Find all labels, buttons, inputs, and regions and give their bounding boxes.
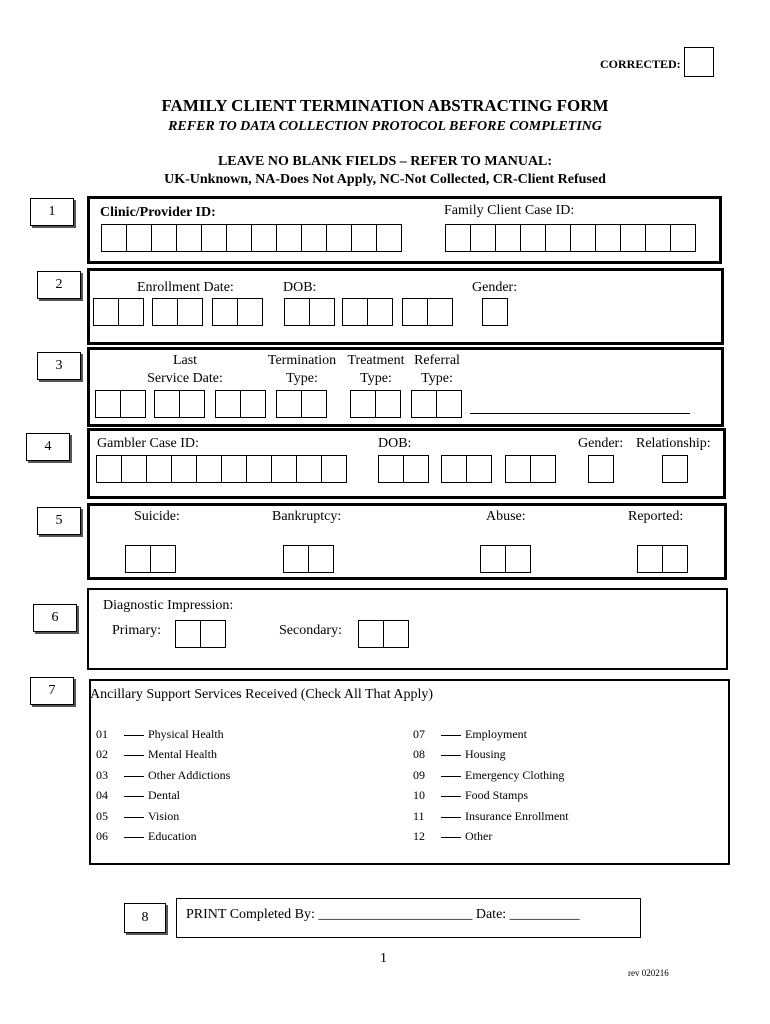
gambler-case-id-label: Gambler Case ID:: [97, 436, 199, 451]
service-label: Mental Health: [148, 747, 217, 762]
service-code: 03: [96, 767, 108, 782]
date-cell[interactable]: [402, 298, 428, 326]
answer-cell[interactable]: [125, 545, 151, 573]
date-cell[interactable]: [120, 390, 146, 418]
service-label: Education: [148, 829, 197, 843]
instruction-line-1: LEAVE NO BLANK FIELDS – REFER TO MANUAL:: [217, 154, 553, 169]
bankruptcy-label: Bankruptcy:: [272, 509, 342, 524]
id-cell[interactable]: [570, 224, 596, 252]
dob-month-cells[interactable]: [284, 298, 334, 326]
type-cell[interactable]: [436, 390, 462, 418]
service-check-blank[interactable]: [441, 755, 461, 756]
referral-type-label: Type:: [421, 371, 453, 386]
enrollment-month-cells[interactable]: [93, 298, 143, 326]
service-code: 07: [413, 727, 425, 741]
id-cell[interactable]: [276, 224, 302, 252]
id-cell[interactable]: [101, 224, 127, 252]
id-cell[interactable]: [495, 224, 521, 252]
diagnosis-cell[interactable]: [358, 620, 384, 648]
id-cell[interactable]: [176, 224, 202, 252]
service-label: Insurance Enrollment: [465, 808, 569, 823]
answer-cell[interactable]: [150, 545, 176, 573]
gambler-gender-cell[interactable]: [588, 455, 613, 483]
section-number-4: 4: [26, 433, 70, 461]
date-cell[interactable]: [152, 298, 178, 326]
section-number-6: 6: [33, 604, 77, 632]
revision-label: rev 020216: [628, 968, 669, 978]
suicide-label: Suicide:: [134, 509, 180, 524]
id-cell[interactable]: [670, 224, 696, 252]
date-cell[interactable]: [95, 390, 121, 418]
id-cell[interactable]: [301, 224, 327, 252]
termination-type-label: Type:: [286, 371, 318, 386]
treatment-type-cells[interactable]: [350, 390, 400, 418]
service-label: Vision: [148, 808, 180, 823]
service-code: 12: [413, 829, 425, 843]
service-item[interactable]: [124, 829, 197, 844]
diagnosis-cell[interactable]: [200, 620, 226, 648]
answer-cell[interactable]: [283, 545, 309, 573]
answer-cell[interactable]: [480, 545, 506, 573]
print-completed-by-label[interactable]: PRINT Completed By: ______________________ Date: __________: [186, 907, 580, 922]
service-code: 04: [96, 788, 108, 803]
service-item[interactable]: [441, 727, 527, 742]
date-cell[interactable]: [240, 390, 266, 418]
primary-cells[interactable]: [175, 620, 225, 648]
date-cell[interactable]: [154, 390, 180, 418]
id-cell[interactable]: [321, 455, 347, 483]
gender-cell[interactable]: [482, 298, 507, 326]
id-cell[interactable]: [296, 455, 322, 483]
service-label: Dental: [148, 788, 180, 803]
service-code: 11: [413, 808, 425, 823]
date-cell[interactable]: [237, 298, 263, 326]
date-cell[interactable]: [403, 455, 429, 483]
service-item[interactable]: [441, 809, 569, 824]
service-check-blank[interactable]: [124, 817, 144, 818]
service-code: 01: [96, 727, 108, 741]
id-cell[interactable]: [126, 224, 152, 252]
last-label: Last: [172, 353, 198, 368]
date-cell[interactable]: [93, 298, 119, 326]
suicide-cells[interactable]: [125, 545, 175, 573]
relationship-label: Relationship:: [636, 436, 711, 451]
gambler-gender-label: Gender:: [578, 436, 624, 451]
service-check-blank[interactable]: [441, 837, 461, 838]
relationship-cell[interactable]: [662, 455, 687, 483]
type-cell[interactable]: [350, 390, 376, 418]
page-number: 1: [380, 951, 387, 966]
date-cell[interactable]: [378, 455, 404, 483]
relationship-box[interactable]: [662, 455, 688, 483]
service-label: Housing: [465, 747, 506, 762]
date-cell[interactable]: [466, 455, 492, 483]
date-cell[interactable]: [530, 455, 556, 483]
service-code: 08: [413, 747, 425, 762]
service-check-blank[interactable]: [441, 796, 461, 797]
service-check-blank[interactable]: [124, 796, 144, 797]
secondary-label: Secondary:: [279, 623, 342, 638]
id-cell[interactable]: [221, 455, 247, 483]
diagnosis-cell[interactable]: [175, 620, 201, 648]
type-cell[interactable]: [301, 390, 327, 418]
id-cell[interactable]: [445, 224, 471, 252]
corrected-label: CORRECTED:: [600, 57, 681, 71]
corrected-checkbox[interactable]: [684, 47, 714, 77]
service-code: 05: [96, 808, 108, 823]
id-cell[interactable]: [196, 455, 222, 483]
service-item[interactable]: [441, 747, 506, 762]
clinic-provider-id-label: Clinic/Provider ID:: [100, 205, 216, 220]
dob-label: DOB:: [283, 280, 317, 295]
answer-cell[interactable]: [505, 545, 531, 573]
service-item[interactable]: [124, 768, 230, 783]
section-number-8: 8: [124, 903, 166, 933]
id-cell[interactable]: [326, 224, 352, 252]
form-title: FAMILY CLIENT TERMINATION ABSTRACTING FORM: [161, 96, 609, 115]
id-cell[interactable]: [226, 224, 252, 252]
date-cell[interactable]: [284, 298, 310, 326]
service-check-blank[interactable]: [124, 837, 144, 838]
reported-cells[interactable]: [637, 545, 687, 573]
section-number-1: 1: [30, 198, 74, 226]
type-cell[interactable]: [411, 390, 437, 418]
service-code: 10: [413, 788, 425, 803]
service-code: 02: [96, 747, 108, 762]
id-cell[interactable]: [645, 224, 671, 252]
date-cell[interactable]: [309, 298, 335, 326]
service-code: 06: [96, 829, 108, 843]
date-cell[interactable]: [505, 455, 531, 483]
clinic-provider-id-cells[interactable]: [101, 224, 401, 252]
date-cell[interactable]: [177, 298, 203, 326]
service-date-label: Service Date:: [147, 371, 223, 386]
gender-box[interactable]: [482, 298, 508, 326]
family-client-case-id-cells[interactable]: [445, 224, 695, 252]
dob-year-cells[interactable]: [402, 298, 452, 326]
gambler-dob-year-cells[interactable]: [505, 455, 555, 483]
id-cell[interactable]: [121, 455, 147, 483]
id-cell[interactable]: [470, 224, 496, 252]
abuse-label: Abuse:: [486, 509, 526, 524]
diagnostic-impression-label: Diagnostic Impression:: [103, 598, 234, 613]
date-cell[interactable]: [215, 390, 241, 418]
service-item[interactable]: [441, 768, 564, 783]
referral-label: Referral: [414, 353, 460, 368]
service-item[interactable]: [441, 829, 492, 844]
date-cell[interactable]: [441, 455, 467, 483]
date-cell[interactable]: [427, 298, 453, 326]
id-cell[interactable]: [151, 224, 177, 252]
service-label: Physical Health: [148, 727, 224, 741]
service-label: Employment: [465, 727, 527, 741]
treatment-type-label: Type:: [360, 371, 392, 386]
section-number-3: 3: [37, 352, 81, 380]
id-cell[interactable]: [201, 224, 227, 252]
enrollment-day-cells[interactable]: [152, 298, 202, 326]
id-cell[interactable]: [351, 224, 377, 252]
treatment-label: Treatment: [347, 353, 405, 368]
date-cell[interactable]: [367, 298, 393, 326]
form-subtitle: REFER TO DATA COLLECTION PROTOCOL BEFORE COMPLETING: [168, 119, 602, 134]
service-code: 09: [413, 767, 425, 782]
date-cell[interactable]: [212, 298, 238, 326]
service-item[interactable]: [124, 809, 179, 824]
last-service-day-cells[interactable]: [154, 390, 204, 418]
referral-other-line[interactable]: [470, 413, 690, 414]
service-check-blank[interactable]: [124, 776, 144, 777]
section-number-2: 2: [37, 271, 81, 299]
date-cell[interactable]: [179, 390, 205, 418]
last-service-year-cells[interactable]: [215, 390, 265, 418]
enrollment-date-label: Enrollment Date:: [137, 280, 234, 295]
gambler-case-id-cells[interactable]: [96, 455, 346, 483]
id-cell[interactable]: [545, 224, 571, 252]
type-cell[interactable]: [276, 390, 302, 418]
answer-cell[interactable]: [637, 545, 663, 573]
gender-label: Gender:: [472, 280, 518, 295]
instruction-line-2: UK-Unknown, NA-Does Not Apply, NC-Not Collected, CR-Client Refused: [164, 172, 606, 187]
date-cell[interactable]: [342, 298, 368, 326]
reported-label: Reported:: [628, 509, 684, 524]
gender-box[interactable]: [588, 455, 614, 483]
service-check-blank[interactable]: [441, 776, 461, 777]
service-label: Other Addictions: [148, 767, 231, 782]
id-cell[interactable]: [271, 455, 297, 483]
dob-day-cells[interactable]: [342, 298, 392, 326]
service-item[interactable]: [441, 788, 528, 803]
service-item[interactable]: [124, 747, 217, 762]
answer-cell[interactable]: [662, 545, 688, 573]
last-service-month-cells[interactable]: [95, 390, 145, 418]
section-number-7: 7: [30, 677, 74, 705]
diagnosis-cell[interactable]: [383, 620, 409, 648]
type-cell[interactable]: [375, 390, 401, 418]
id-cell[interactable]: [595, 224, 621, 252]
enrollment-year-cells[interactable]: [212, 298, 262, 326]
service-label: Food Stamps: [465, 788, 529, 803]
id-cell[interactable]: [146, 455, 172, 483]
service-item[interactable]: [124, 788, 180, 803]
termination-label: Termination: [267, 353, 337, 368]
service-label: Other: [465, 829, 493, 843]
service-check-blank[interactable]: [441, 735, 461, 736]
id-cell[interactable]: [171, 455, 197, 483]
gambler-dob-day-cells[interactable]: [441, 455, 491, 483]
section-number-5: 5: [37, 507, 81, 535]
service-item[interactable]: [124, 727, 224, 742]
id-cell[interactable]: [620, 224, 646, 252]
family-client-case-id-label: Family Client Case ID:: [444, 203, 575, 218]
service-check-blank[interactable]: [124, 755, 144, 756]
id-cell[interactable]: [376, 224, 402, 252]
gambler-dob-month-cells[interactable]: [378, 455, 428, 483]
primary-label: Primary:: [112, 623, 161, 638]
id-cell[interactable]: [520, 224, 546, 252]
id-cell[interactable]: [96, 455, 122, 483]
termination-type-cells[interactable]: [276, 390, 326, 418]
date-cell[interactable]: [118, 298, 144, 326]
service-check-blank[interactable]: [441, 817, 461, 818]
service-label: Emergency Clothing: [465, 767, 565, 782]
id-cell[interactable]: [251, 224, 277, 252]
id-cell[interactable]: [246, 455, 272, 483]
answer-cell[interactable]: [308, 545, 334, 573]
referral-type-cells[interactable]: [411, 390, 461, 418]
secondary-cells[interactable]: [358, 620, 408, 648]
abuse-cells[interactable]: [480, 545, 530, 573]
ancillary-services-heading: Ancillary Support Services Received (Check All That Apply): [90, 687, 434, 702]
bankruptcy-cells[interactable]: [283, 545, 333, 573]
service-check-blank[interactable]: [124, 735, 144, 736]
gambler-dob-label: DOB:: [378, 436, 412, 451]
